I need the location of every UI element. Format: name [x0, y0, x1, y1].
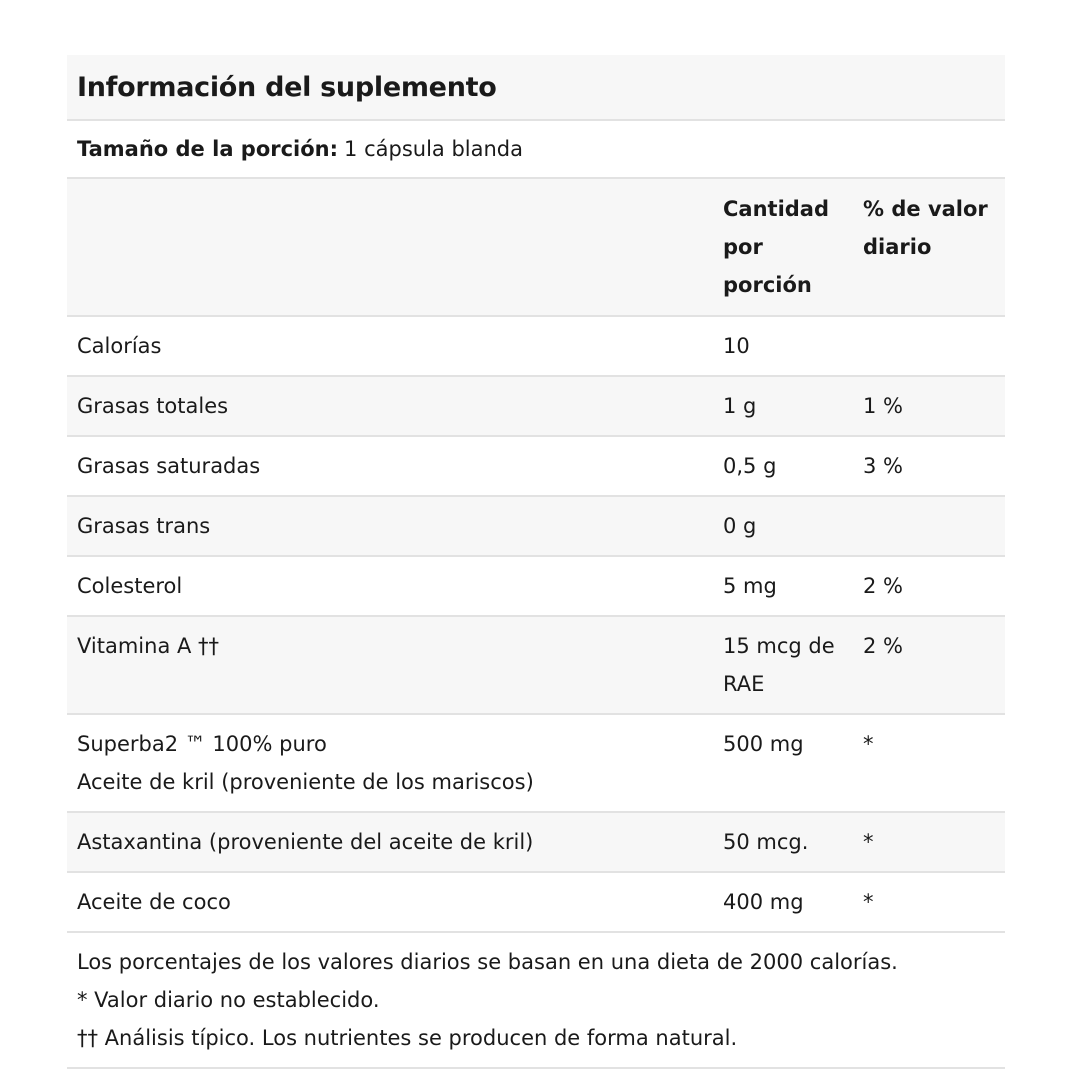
nutrient-name-line: Aceite de kril (proveniente de los mariscos) — [77, 770, 534, 794]
nutrient-rows — [67, 317, 1005, 933]
nutrient-amount — [723, 317, 863, 375]
footnote-not-established: * Valor diario no establecido. — [77, 988, 380, 1012]
header-dv-line: % de valor — [863, 197, 988, 221]
nutrient-amount — [723, 715, 863, 811]
serving-size-value: 1 cápsula blanda — [344, 137, 523, 161]
serving-size-row — [67, 121, 1005, 179]
nutrient-name — [67, 813, 723, 871]
nutrient-amount-line: 500 mg — [723, 732, 804, 756]
nutrient-row — [67, 557, 1005, 617]
nutrient-name-line: Grasas saturadas — [77, 454, 261, 478]
nutrient-amount-line: 1 g — [723, 394, 757, 418]
nutrient-name-line: Calorías — [77, 334, 162, 358]
header-name-cell — [67, 179, 723, 315]
nutrient-daily-value: * — [863, 732, 874, 756]
nutrient-daily-value: * — [863, 830, 874, 854]
nutrient-row — [67, 813, 1005, 873]
nutrient-amount — [723, 557, 863, 615]
nutrient-daily-value — [863, 497, 1005, 555]
nutrient-amount-line: 400 mg — [723, 890, 804, 914]
column-header-row — [67, 179, 1005, 317]
header-dv-line: diario — [863, 235, 932, 259]
nutrient-name — [67, 317, 723, 375]
nutrient-name — [67, 497, 723, 555]
footnote-dv-basis: Los porcentajes de los valores diarios se basan en una dieta de 2000 calorías. — [77, 950, 898, 974]
nutrient-name-line: Astaxantina (proveniente del aceite de kril) — [77, 830, 534, 854]
serving-size-label: Tamaño de la porción: — [77, 137, 339, 161]
supplement-facts-panel — [67, 55, 1005, 1069]
nutrient-row — [67, 497, 1005, 557]
nutrient-name — [67, 715, 723, 811]
nutrient-daily-value: 2 % — [863, 574, 903, 598]
nutrient-row — [67, 873, 1005, 933]
nutrient-daily-value — [863, 317, 1005, 375]
nutrient-amount-line: 0 g — [723, 514, 757, 538]
nutrient-name-line: Aceite de coco — [77, 890, 231, 914]
nutrient-name-line: Grasas trans — [77, 514, 211, 538]
header-amount-line: Cantidad — [723, 197, 830, 221]
header-amount-line: por — [723, 235, 763, 259]
nutrient-amount — [723, 497, 863, 555]
nutrient-row — [67, 377, 1005, 437]
nutrient-amount-line: 50 mcg. — [723, 830, 809, 854]
nutrient-daily-value: 3 % — [863, 454, 903, 478]
nutrient-name — [67, 437, 723, 495]
nutrient-row — [67, 437, 1005, 497]
footnote-typical-analysis: †† Análisis típico. Los nutrientes se producen de forma natural. — [77, 1026, 738, 1050]
nutrient-name — [67, 557, 723, 615]
nutrient-daily-value: 2 % — [863, 634, 903, 658]
nutrient-name — [67, 377, 723, 435]
nutrient-amount — [723, 437, 863, 495]
nutrient-amount — [723, 813, 863, 871]
nutrient-amount-line: 5 mg — [723, 574, 777, 598]
header-dv-cell — [863, 179, 1005, 315]
panel-title: Información del suplemento — [67, 55, 1005, 121]
nutrient-daily-value: * — [863, 890, 874, 914]
nutrient-row — [67, 617, 1005, 715]
nutrient-name — [67, 873, 723, 931]
nutrient-amount — [723, 377, 863, 435]
nutrient-daily-value: 1 % — [863, 394, 903, 418]
nutrient-amount-line: 15 mcg de — [723, 634, 835, 658]
nutrient-name — [67, 617, 723, 713]
nutrient-name-line: Grasas totales — [77, 394, 229, 418]
nutrient-row — [67, 317, 1005, 377]
header-amount-cell — [723, 179, 863, 315]
nutrient-amount-line: 0,5 g — [723, 454, 777, 478]
nutrient-name-line: Superba2 ™ 100% puro — [77, 732, 327, 756]
nutrient-name-line: Vitamina A †† — [77, 634, 220, 658]
footnotes — [67, 933, 1005, 1069]
nutrient-name-line: Colesterol — [77, 574, 183, 598]
nutrient-amount — [723, 617, 863, 713]
nutrient-amount-line: 10 — [723, 334, 750, 358]
nutrient-amount — [723, 873, 863, 931]
nutrient-amount-line: RAE — [723, 672, 765, 696]
nutrient-row — [67, 715, 1005, 813]
header-amount-line: porción — [723, 273, 812, 297]
